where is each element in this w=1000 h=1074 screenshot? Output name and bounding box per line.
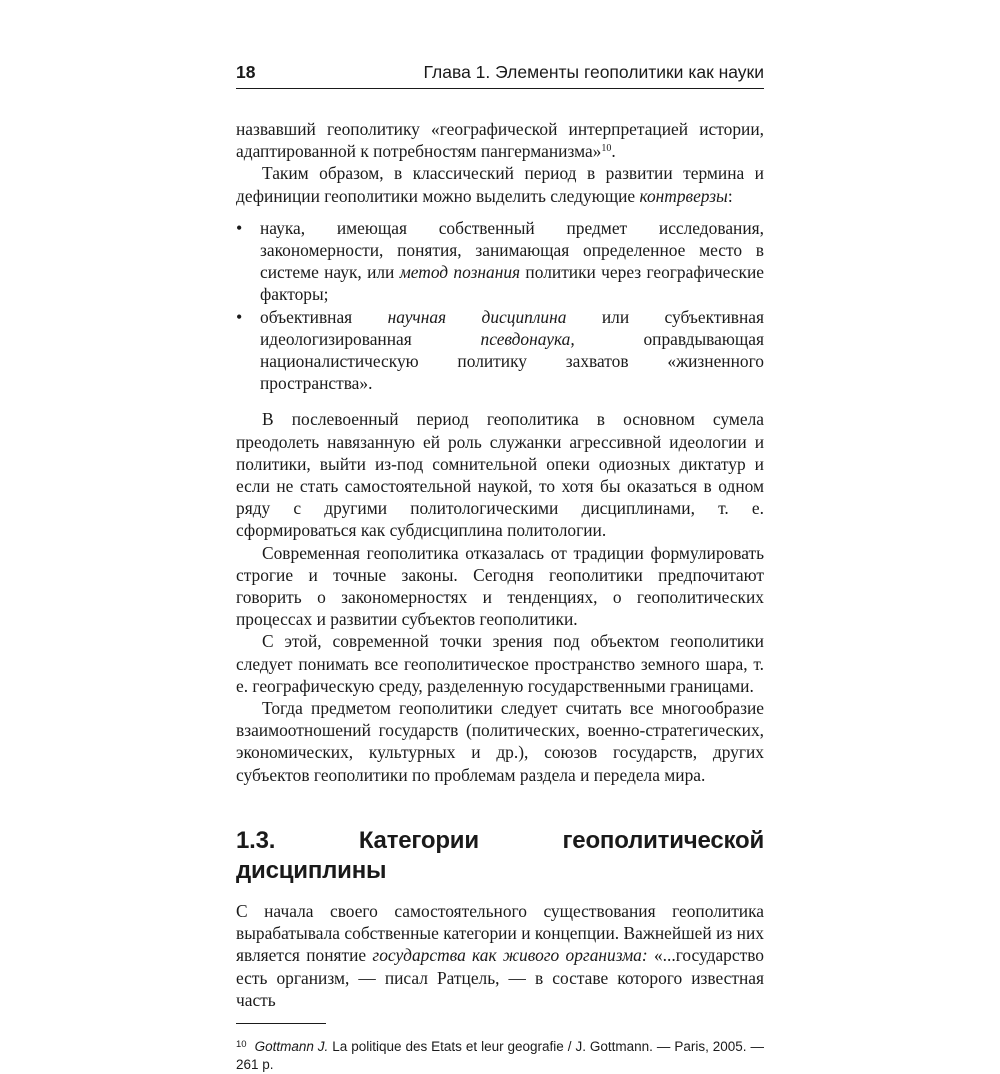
- paragraph-continuation: назвавший геополитику «географической интерпретацией истории, адаптированной к потребностям пангерманизма»$^{10}$.: [236, 119, 764, 162]
- section-heading: 1.3. Категории геополитической дисциплины: [236, 826, 764, 884]
- paragraph-controversies: Таким образом, в классический период в развитии термина и дефиниции геополитики можно выделить следующие контрверзы:: [236, 163, 764, 206]
- chapter-title: Глава 1. Элементы геополитики как науки: [423, 62, 764, 82]
- running-header: [236, 62, 764, 89]
- list-item: • наука, имеющая собственный предмет исследования, закономерности, понятия, занимающая определенное место в системе наук, или метод познания политики через географические факторы;: [236, 217, 764, 306]
- paragraph: Тогда предметом геополитики следует считать все многообразие взаимоотношений государств (политических, военно-стратегических, экономических, культурных и др.), союзов государств, других субъектов геополитики по проблемам раздела и передела мира.: [236, 698, 764, 785]
- emphasis-term: контрверзы: [639, 185, 728, 206]
- footnote-author: Gottmann J.: [254, 1038, 329, 1054]
- list-item: • объективная научная дисциплина или субъективная идеологизированная псевдонаука, оправдывающая националистическую политику захватов «жизненного пространства».: [236, 306, 764, 395]
- footnote-text: La politique des Etats et leur geografie / J. Gottmann. — Paris, 2005. — 261 p.: [236, 1038, 764, 1072]
- paragraph: В послевоенный период геополитика в основном сумела преодолеть навязанную ей роль служанки агрессивной идеологии и политики, выйти из-под сомнительной опеки одиозных диктатур и если не стать самостоятельной наукой, то хотя бы оказаться в одном ряду с другими политологическими дисциплинами, т. е. сформироваться как субдисциплина политологии.: [236, 409, 764, 541]
- footnote-ref: 10: [601, 143, 612, 155]
- section-paragraph: С начала своего самостоятельного существования геополитика вырабатывала собственные категории и концепции. Важнейшей из них является понятие государства как живого организма: «...государство есть организм, — писал Ратцель, — в составе которого известная часть: [236, 900, 764, 1010]
- paragraph: С этой, современной точки зрения под объектом геополитики следует понимать все геополитическое пространство земного шара, т. е. географическую среду, разделенную государственными границами.: [236, 631, 764, 696]
- footnote-divider: [236, 1023, 326, 1024]
- footnote: [236, 1036, 764, 1074]
- paragraph: Современная геополитика отказалась от традиции формулировать строгие и точные законы. Сегодня геополитики предпочитают говорить о закономерностях и тенденциях, о геополитических процессах и развитии субъектов геополитики.: [236, 542, 764, 630]
- page-number: 18: [236, 62, 256, 82]
- footnote-number: 10: [236, 1038, 247, 1050]
- body-text: [236, 118, 764, 1074]
- bullet-list: [236, 217, 764, 395]
- book-page: [236, 62, 764, 1074]
